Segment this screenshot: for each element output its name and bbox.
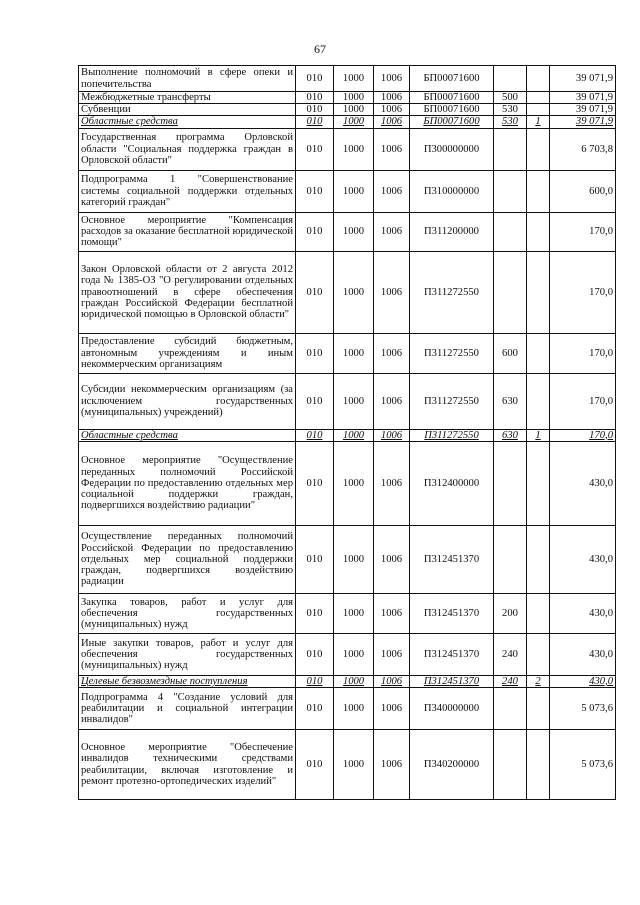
code-expense-type <box>494 441 527 525</box>
amount: 170,0 <box>550 251 616 333</box>
table-row <box>79 429 616 441</box>
code-source <box>527 730 550 800</box>
code-section: 1000 <box>334 104 374 116</box>
code-section: 1000 <box>334 212 374 251</box>
code-expense-type <box>494 688 527 730</box>
code-target-article: П312451370 <box>410 525 494 593</box>
code-subsection: 1006 <box>374 104 410 116</box>
code-source <box>527 251 550 333</box>
table-row <box>79 593 616 633</box>
code-subsection: 1006 <box>374 212 410 251</box>
row-name: Областные средства <box>79 429 296 441</box>
code-expense-type: 630 <box>494 373 527 429</box>
amount: 600,0 <box>550 170 616 212</box>
amount: 170,0 <box>550 333 616 373</box>
code-source: 1 <box>527 116 550 128</box>
row-name: Выполнение полномочий в сфере опеки и попечительства <box>79 66 296 92</box>
code-source: 1 <box>527 429 550 441</box>
code-subsection: 1006 <box>374 633 410 675</box>
amount: 170,0 <box>550 212 616 251</box>
code-expense-type: 240 <box>494 675 527 687</box>
code-expense-type <box>494 128 527 170</box>
code-section: 1000 <box>334 633 374 675</box>
row-name: Субсидии некоммерческим организациям (за исключением государственных (муниципальных) учреждений) <box>79 373 296 429</box>
row-name: Предоставление субсидий бюджетным, автономным учреждениям и иным некоммерческим организациям <box>79 333 296 373</box>
code-admin: 010 <box>296 429 334 441</box>
table-row <box>79 170 616 212</box>
row-name: Подпрограмма 4 "Создание условий для реабилитации и социальной интеграции инвалидов" <box>79 688 296 730</box>
row-name: Государственная программа Орловской области "Социальная поддержка граждан в Орловской области" <box>79 128 296 170</box>
table-row <box>79 212 616 251</box>
code-admin: 010 <box>296 333 334 373</box>
code-subsection: 1006 <box>374 675 410 687</box>
code-section: 1000 <box>334 688 374 730</box>
row-name: Субвенции <box>79 104 296 116</box>
row-name: Целевые безвозмездные поступления <box>79 675 296 687</box>
table-row <box>79 373 616 429</box>
code-subsection: 1006 <box>374 251 410 333</box>
code-source <box>527 333 550 373</box>
code-admin: 010 <box>296 212 334 251</box>
code-section: 1000 <box>334 333 374 373</box>
code-admin: 010 <box>296 104 334 116</box>
row-name: Областные средства <box>79 116 296 128</box>
code-subsection: 1006 <box>374 593 410 633</box>
code-admin: 010 <box>296 66 334 92</box>
code-source <box>527 525 550 593</box>
code-section: 1000 <box>334 170 374 212</box>
code-source <box>527 593 550 633</box>
code-expense-type <box>494 251 527 333</box>
code-section: 1000 <box>334 593 374 633</box>
code-target-article: П311272550 <box>410 251 494 333</box>
code-target-article: П310000000 <box>410 170 494 212</box>
code-section: 1000 <box>334 675 374 687</box>
amount: 5 073,6 <box>550 688 616 730</box>
code-subsection: 1006 <box>374 429 410 441</box>
table-row <box>79 92 616 104</box>
code-section: 1000 <box>334 128 374 170</box>
code-expense-type <box>494 212 527 251</box>
code-expense-type: 600 <box>494 333 527 373</box>
code-source <box>527 633 550 675</box>
amount: 5 073,6 <box>550 730 616 800</box>
code-subsection: 1006 <box>374 66 410 92</box>
code-subsection: 1006 <box>374 373 410 429</box>
amount: 170,0 <box>550 373 616 429</box>
code-section: 1000 <box>334 116 374 128</box>
code-admin: 010 <box>296 675 334 687</box>
code-expense-type: 200 <box>494 593 527 633</box>
code-target-article: БП00071600 <box>410 66 494 92</box>
code-subsection: 1006 <box>374 116 410 128</box>
row-name: Подпрограмма 1 "Совершенствование системы социальной поддержки отдельных категорий граждан" <box>79 170 296 212</box>
amount: 39 071,9 <box>550 92 616 104</box>
code-source <box>527 170 550 212</box>
code-subsection: 1006 <box>374 128 410 170</box>
row-name: Закупка товаров, работ и услуг для обеспечения государственных (муниципальных) нужд <box>79 593 296 633</box>
amount: 39 071,9 <box>550 116 616 128</box>
code-target-article: П340200000 <box>410 730 494 800</box>
table-row <box>79 66 616 92</box>
code-expense-type: 530 <box>494 104 527 116</box>
code-source <box>527 688 550 730</box>
row-name: Осуществление переданных полномочий Российской Федерации по предоставлению отдельных мер социальной поддержки граждан, подвергшихся воздействию радиации <box>79 525 296 593</box>
page-number: 67 <box>314 42 326 56</box>
amount: 170,0 <box>550 429 616 441</box>
code-target-article: БП00071600 <box>410 104 494 116</box>
code-expense-type <box>494 730 527 800</box>
code-expense-type: 240 <box>494 633 527 675</box>
code-admin: 010 <box>296 688 334 730</box>
code-subsection: 1006 <box>374 441 410 525</box>
code-expense-type: 500 <box>494 92 527 104</box>
code-section: 1000 <box>334 66 374 92</box>
code-admin: 010 <box>296 116 334 128</box>
code-admin: 010 <box>296 128 334 170</box>
code-section: 1000 <box>334 429 374 441</box>
code-target-article: БП00071600 <box>410 92 494 104</box>
amount: 39 071,9 <box>550 104 616 116</box>
amount: 6 703,8 <box>550 128 616 170</box>
row-name: Основное мероприятие "Обеспечение инвалидов техническими средствами реабилитации, включая изготовление и ремонт протезно-ортопедических изделий" <box>79 730 296 800</box>
code-admin: 010 <box>296 633 334 675</box>
row-name: Основное мероприятие "Осуществление переданных полномочий Российской Федерации по предоставлению отдельных мер социальной поддержки граждан, подвергшихся воздействию радиации" <box>79 441 296 525</box>
code-target-article: П312451370 <box>410 675 494 687</box>
row-name: Иные закупки товаров, работ и услуг для обеспечения государственных (муниципальных) нужд <box>79 633 296 675</box>
code-admin: 010 <box>296 251 334 333</box>
code-admin: 010 <box>296 170 334 212</box>
table-row <box>79 633 616 675</box>
code-section: 1000 <box>334 525 374 593</box>
code-expense-type: 630 <box>494 429 527 441</box>
code-target-article: П312400000 <box>410 441 494 525</box>
code-expense-type <box>494 525 527 593</box>
code-source <box>527 212 550 251</box>
amount: 39 071,9 <box>550 66 616 92</box>
code-expense-type <box>494 170 527 212</box>
code-subsection: 1006 <box>374 170 410 212</box>
amount: 430,0 <box>550 525 616 593</box>
code-subsection: 1006 <box>374 688 410 730</box>
code-target-article: П312451370 <box>410 593 494 633</box>
code-section: 1000 <box>334 251 374 333</box>
code-admin: 010 <box>296 730 334 800</box>
code-target-article: П312451370 <box>410 633 494 675</box>
code-target-article: П311272550 <box>410 429 494 441</box>
code-source <box>527 66 550 92</box>
code-target-article: П311272550 <box>410 373 494 429</box>
code-target-article: БП00071600 <box>410 116 494 128</box>
code-admin: 010 <box>296 593 334 633</box>
code-section: 1000 <box>334 92 374 104</box>
code-subsection: 1006 <box>374 525 410 593</box>
table-row <box>79 441 616 525</box>
code-admin: 010 <box>296 373 334 429</box>
code-target-article: П311272550 <box>410 333 494 373</box>
code-subsection: 1006 <box>374 333 410 373</box>
amount: 430,0 <box>550 441 616 525</box>
table-row <box>79 116 616 128</box>
row-name: Основное мероприятие "Компенсация расходов за оказание бесплатной юридической помощи" <box>79 212 296 251</box>
table-row <box>79 128 616 170</box>
budget-table <box>78 65 616 800</box>
code-source <box>527 441 550 525</box>
code-expense-type <box>494 66 527 92</box>
code-expense-type: 530 <box>494 116 527 128</box>
code-subsection: 1006 <box>374 730 410 800</box>
amount: 430,0 <box>550 675 616 687</box>
table-row <box>79 104 616 116</box>
code-target-article: П300000000 <box>410 128 494 170</box>
table-row <box>79 688 616 730</box>
code-section: 1000 <box>334 441 374 525</box>
code-subsection: 1006 <box>374 92 410 104</box>
table-row <box>79 675 616 687</box>
code-admin: 010 <box>296 92 334 104</box>
row-name: Закон Орловской области от 2 августа 2012 года № 1385-ОЗ "О регулировании отдельных правоотношений в сфере обеспечения граждан Российской Федерации бесплатной юридической помощью в Орловской области" <box>79 251 296 333</box>
table-row <box>79 251 616 333</box>
table-row <box>79 730 616 800</box>
code-source <box>527 92 550 104</box>
code-admin: 010 <box>296 441 334 525</box>
code-admin: 010 <box>296 525 334 593</box>
code-section: 1000 <box>334 373 374 429</box>
row-name: Межбюджетные трансферты <box>79 92 296 104</box>
code-source <box>527 373 550 429</box>
code-source <box>527 128 550 170</box>
table-row <box>79 333 616 373</box>
code-source <box>527 104 550 116</box>
code-source: 2 <box>527 675 550 687</box>
code-target-article: П340000000 <box>410 688 494 730</box>
amount: 430,0 <box>550 633 616 675</box>
code-section: 1000 <box>334 730 374 800</box>
amount: 430,0 <box>550 593 616 633</box>
table-row <box>79 525 616 593</box>
code-target-article: П311200000 <box>410 212 494 251</box>
